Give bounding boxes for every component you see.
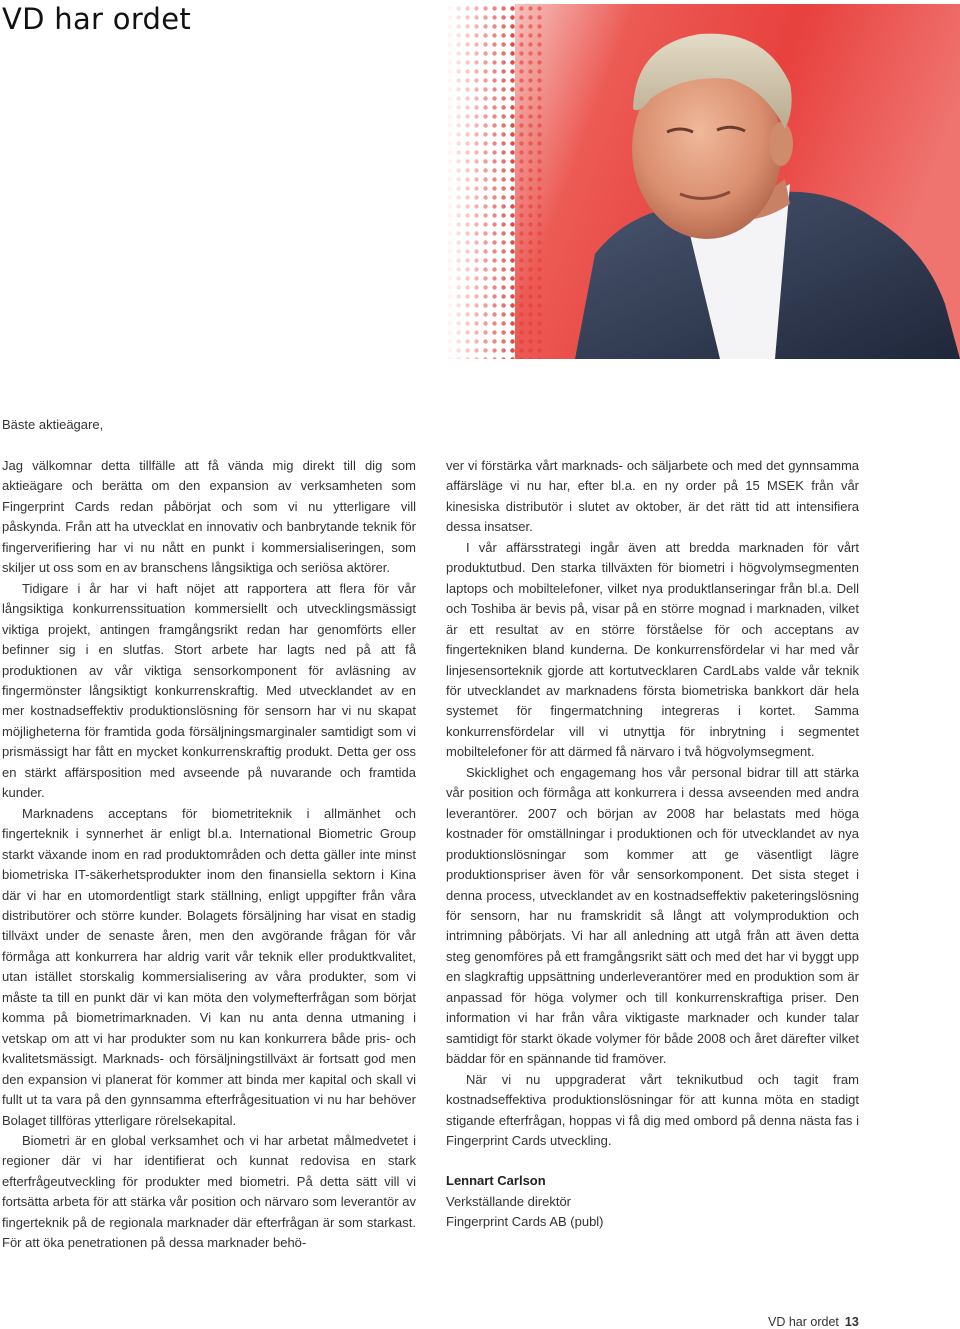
- body-column-right: [446, 456, 859, 1233]
- body-column-left: [2, 456, 416, 1254]
- footer-section: VD har ordet: [768, 1315, 839, 1329]
- paragraph: Marknadens acceptans för biometriteknik i allmänhet och fingerteknik i synnerhet är enligt bl.a. International Biometric Group starkt växande inom en rad produktområden och detta gäller inte minst biometriska IT-säkerhetsprodukter inom den finansiella sektorn i Kina där vi har en utomordentligt stark ställning, enligt uppgifter från våra distributörer och större kunder. Bolagets försäljning har visat en stadig tillväxt under de senaste åren, men den avgörande frågan för vår förmåga att konkurrera har aldrig varit vår teknik eller produktkvalitet, utan istället storskalig kommersialisering av våra produkter, som vi måste ta till en punkt där vi kan möta den volymefterfrågan som börjat komma på biometrimarknaden. Vi kan nu anta denna utmaning i vetskap om att vi har produkter som nu kan konkurrera både pris- och kvalitetsmässigt. Marknads- och försäljningstillväxt är fortsatt god men den expansion vi planerat för kommer att binda mer kapital och skall vi fullt ut ta vara på den gynnsamma efterfrågesituation vi nu har behöver Bolaget tillföras ytterligare rörelsekapital.: [2, 805, 416, 1128]
- paragraph: Jag välkomnar detta tillfälle att få vända mig direkt till dig som aktieägare och berätta om den expansion av verksamheten som Fingerprint Cards redan påbörjat och som vi nu ytterligare vill påskynda. Från att ha utvecklat en innovativ och banbrytande teknik för fingerverifiering har vi nu nått en punkt i kommersialiseringen, som skiljer ut oss som en av branschens långsiktiga och seriösa aktörer.: [2, 458, 416, 576]
- signature-role: Verkställande direktör: [446, 1193, 572, 1209]
- paragraph: I vår affärsstrategi ingår även att bredda marknaden för vårt produktutbud. Den starka tillväxten för biometri i högvolymsegmenten laptops och mobiltelefoner, vilket nya produktlanseringar från bl.a. Dell och Toshiba är bevis på, visar på en större mognad i marknaden, vilket är ett resultat av en större förståelse för och acceptans av fingertekniken bland kunderna. De konkurrensfördelar vi har med vår linjesensorteknik gjorde att kortutvecklaren CardLabs valde vår teknik för utvecklandet av marknadens första biometriska bankkort där hela systemet för fingermatchning integreras i kortet. Samma konkurrensfördelar vill vi utnyttja för inbrytning i segmentet mobiltelefoner för att därmed få närvaro i två högvolymsegment.: [446, 539, 859, 760]
- signature-company: Fingerprint Cards AB (publ): [446, 1214, 604, 1230]
- paragraph: ver vi förstärka vårt marknads- och säljarbete och med det gynnsamma affärsläge vi nu har, efter bl.a. en ny order på 15 MSEK från vår kinesiska distributör i slutet av oktober, är det rätt tid att intensifiera dessa insatser.: [446, 458, 859, 535]
- paragraph: Skicklighet och engagemang hos vår personal bidrar till att stärka vår position och förmåga att konkurrera i dessa avseenden med andra leverantörer. 2007 och början av 2008 har belastats med höga kostnader för omställningar i produktionen och för utvecklandet av nya produktionslösningar som kommer att ge väsentligt lägre produktionspriser även för vår sensorkomponent. Det sista steget i denna process, utvecklandet av en kostnadseffektiv paketeringslösning för sensorn, har nu framskridit så långt att volymproduktion och intrimning påbörjats. Vi har all anledning att utgå från att även detta steg genomföres på ett framgångsrikt sätt och med det har vi byggt upp en slagkraftig uppsättning underleverantörer med en produktion som är anpassad för höga volymer och till konkurrenskraftiga priser. Den information vi har från våra viktigaste marknader och kunder talar samtidigt för starkt ökade volymer för både 2008 och året därefter vilket bäddar för en spännande tid framöver.: [446, 764, 859, 1067]
- signature-name: Lennart Carlson: [446, 1173, 546, 1189]
- page-number: 13: [844, 1315, 859, 1329]
- paragraph: Tidigare i år har vi haft nöjet att rapportera att flera för vår långsiktiga konkurrenssituation kommersiellt och utvecklingsmässigt viktiga projekt, antingen framgångsrikt redan har genomförts eller befinner sig i en slutfas. Stort arbete har lagts ned på att få produktionen av vår viktiga sensorkomponent för avläsning av fingermönster långsiktigt konkurrenskraftig. Med utvecklandet av en mer kostnadseffektiv produktionslösning för sensorn har vi nu skapat möjligheterna för framtida goda försäljningsmarginaler samtidigt som vi prismässigt har fått en mycket konkurrenskraftig produkt. Detta ger oss en stärkt affärsposition med avseende på nuvarande och framtida kunder.: [2, 580, 416, 801]
- portrait-photo: [445, 4, 960, 359]
- page-footer: [768, 1315, 859, 1329]
- signature: [446, 1171, 859, 1232]
- paragraph: Biometri är en global verksamhet och vi har arbetat målmedvetet i regioner där vi har identifierat och kunnat redovisa en stark efterfrågeutveckling för produkter med biometri. På detta sätt vill vi fortsätta arbeta för att stärka vår position och närvaro som leverantör av fingerteknik på de regionala marknader där efterfrågan är som starkast. För att öka penetrationen på dessa marknader behö-: [2, 1132, 416, 1251]
- paragraph: När vi nu uppgraderat vårt teknikutbud och tagit fram kostnadseffektiva produktionslösningar för att kunna möta en stadigt stigande efterfrågan, hoppas vi få dig med ombord på denna nästa fas i Fingerprint Cards utveckling.: [446, 1071, 859, 1148]
- greeting: Bäste aktieägare,: [2, 417, 104, 432]
- page-title: VD har ordet: [2, 2, 192, 36]
